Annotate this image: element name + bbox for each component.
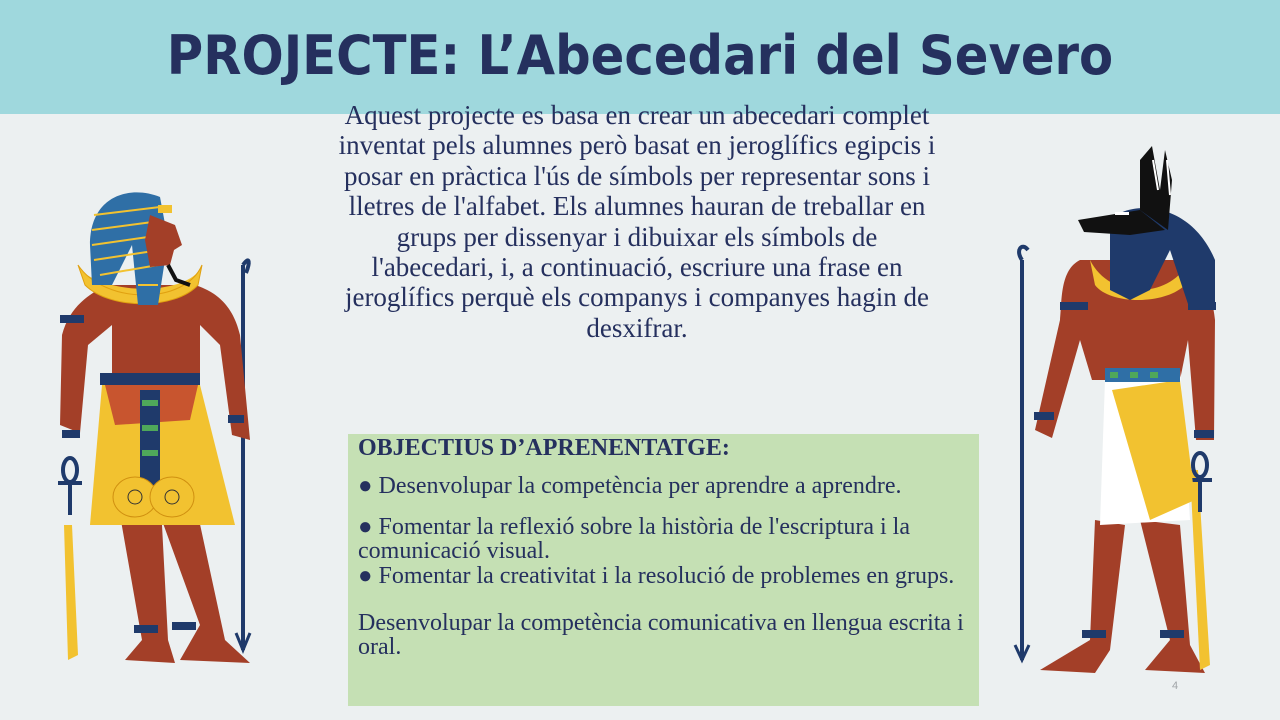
objective-item: ● Fomentar la creativitat i la resolució de problemes en grups. [358,563,955,589]
objective-item: ● Fomentar la reflexió sobre la història de l'escriptura i la comunicació visual. [358,514,910,564]
objectives-box [348,434,979,706]
pharaoh-figure [50,185,275,675]
objective-item: Desenvolupar la competència comunicativa en llengua escrita i oral. [358,610,964,660]
intro-paragraph: Aquest projecte es basa en crear un abecedari complet inventat pels alumnes però basat en jeroglífics egipcis i posar en pràctica l'ús de símbols per representar sons i lletres de l'alfabet. Els alumnes hauran de treballar en grups per dissenyar i dibuixar els símbols de l'abecedari, i, a continuació, escriure una frase en jeroglífics perquè els companys i companyes hagin de desxifrar. [338,100,936,343]
objectives-heading: OBJECTIUS D’APRENENTATGE: [358,435,730,461]
slide-title: PROJECTE: L’Abecedari del Severo [166,24,1114,87]
slide-number: 4 [1172,680,1179,692]
anubis-figure [1000,140,1225,680]
objective-item: ● Desenvolupar la competència per aprendre a aprendre. [358,473,902,499]
